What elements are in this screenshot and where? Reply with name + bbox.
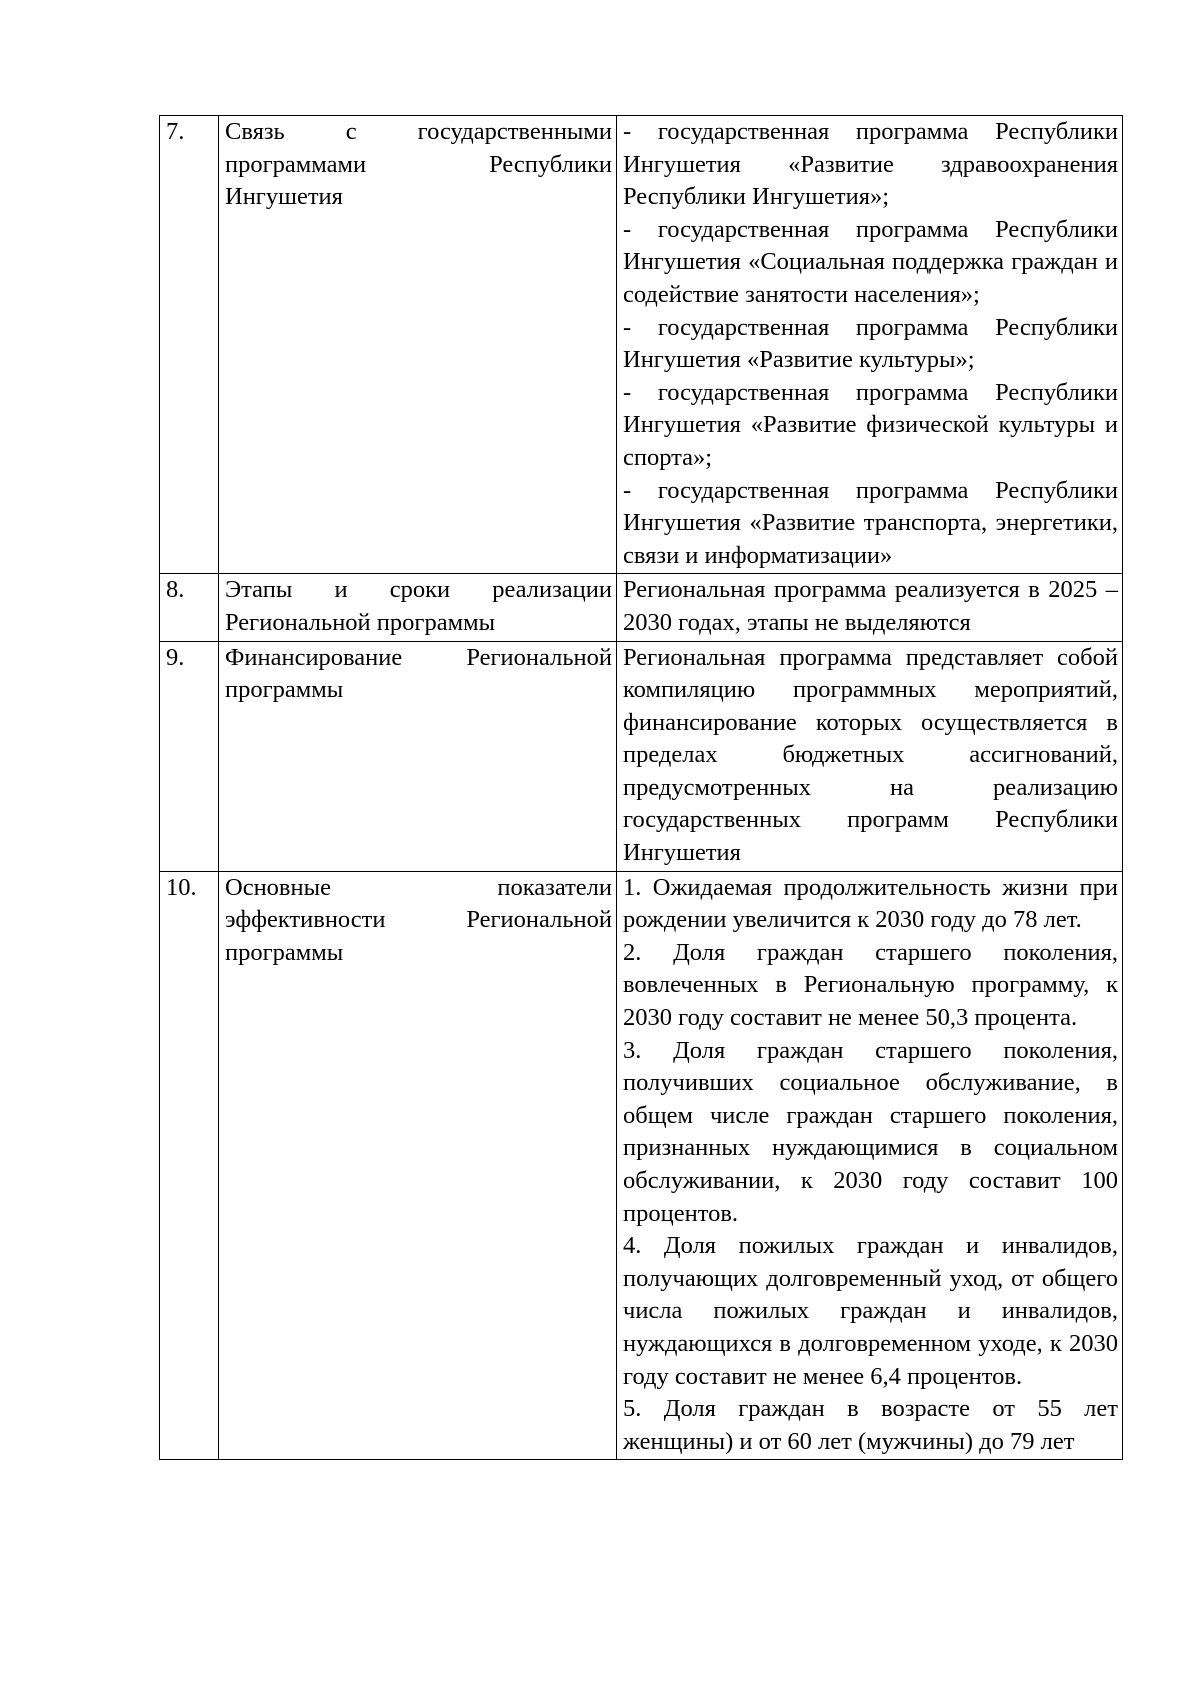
row-title: Основные показатели эффективности Региональной программы — [219, 871, 617, 1460]
list-item: 4. Доля пожилых граждан и инвалидов, получающих долговременный уход, от общего числа пожилых граждан и инвалидов, нуждающихся в долговременном уходе, к 2030 году составит не менее 6,4 процентов. — [623, 1232, 1118, 1390]
list-item: 1. Ожидаемая продолжительность жизни при рождении увеличится к 2030 году до 78 лет. — [623, 873, 1118, 934]
row-number: 8. — [160, 574, 219, 641]
table-row — [160, 116, 1123, 574]
list-item: 5. Доля граждан в возрасте от 55 лет женщины) и от 60 лет (мужчины) до 79 лет — [623, 1395, 1118, 1455]
row-number: 10. — [160, 871, 219, 1460]
list-item: Региональная программа представляет собой компиляцию программных мероприятий, финансирование которых осуществляется в пределах бюджетных ассигнований, предусмотренных на реализацию государственных программ Республики Ингушетия — [623, 643, 1118, 867]
list-item: Региональная программа реализуется в 2025 – 2030 годах, этапы не выделяются — [623, 576, 1118, 636]
list-item: - государственная программа Республики Ингушетия «Развитие здравоохранения Республики Ингушетия»; — [623, 118, 1118, 211]
list-item: - государственная программа Республики Ингушетия «Развитие культуры»; — [623, 313, 1118, 374]
list-item: - государственная программа Республики Ингушетия «Развитие транспорта, энергетики, связи и информатизации» — [623, 476, 1118, 569]
table-row — [160, 871, 1123, 1460]
row-content — [617, 574, 1123, 641]
row-title: Финансирование Региональной программы — [219, 641, 617, 871]
row-content — [617, 641, 1123, 871]
row-title: Этапы и сроки реализации Региональной программы — [219, 574, 617, 641]
table-row — [160, 641, 1123, 871]
row-title: Связь с государственными программами Республики Ингушетия — [219, 116, 617, 574]
list-item: 3. Доля граждан старшего поколения, получивших социальное обслуживание, в общем числе граждан старшего поколения, признанных нуждающимися в социальном обслуживании, к 2030 году составит 100 процентов. — [623, 1036, 1118, 1227]
list-item: - государственная программа Республики Ингушетия «Развитие физической культуры и спорта»; — [623, 378, 1118, 471]
table-row — [160, 574, 1123, 641]
row-number: 9. — [160, 641, 219, 871]
list-item: - государственная программа Республики Ингушетия «Социальная поддержка граждан и содействие занятости населения»; — [623, 215, 1118, 308]
program-passport-table — [159, 115, 1123, 1460]
list-item: 2. Доля граждан старшего поколения, вовлеченных в Региональную программу, к 2030 году составит не менее 50,3 процента. — [623, 938, 1118, 1032]
row-content — [617, 116, 1123, 574]
row-content — [617, 871, 1123, 1460]
row-number: 7. — [160, 116, 219, 574]
